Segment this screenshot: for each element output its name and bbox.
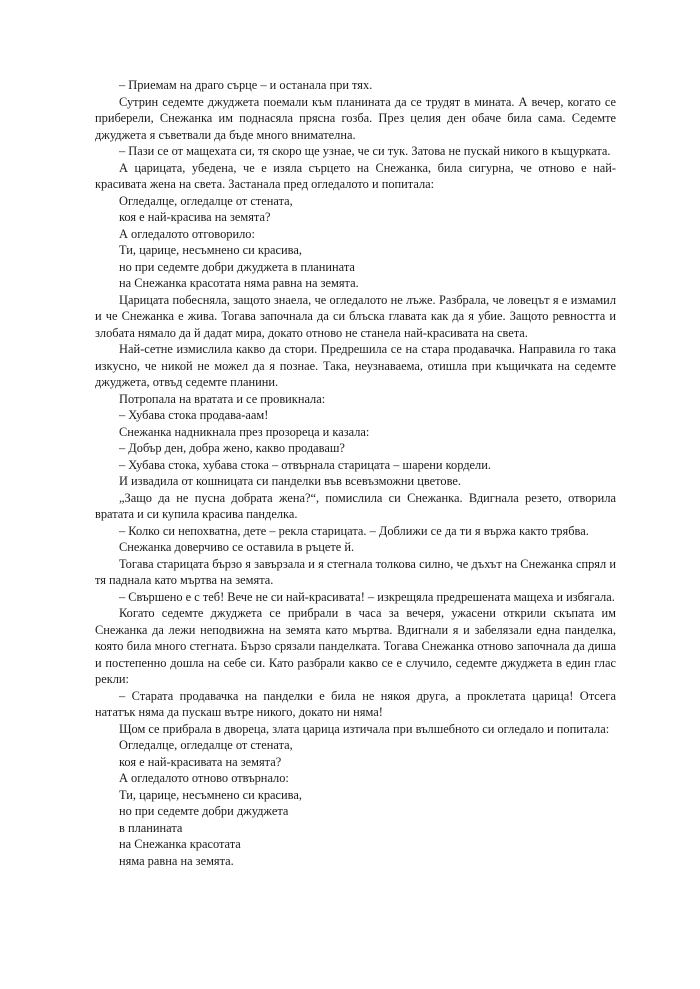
paragraph: Щом се прибрала в двореца, злата царица изтичала при вълшебното си огледало и попитала: <box>119 721 610 736</box>
verse-line: но при седемте добри джуджета в планината <box>119 259 355 274</box>
paragraph: – Пази се от мащехата си, тя скоро ще узнае, че си тук. Затова не пускай никого в къщурката. <box>119 144 611 158</box>
paragraph: Когато седемте джуджета се прибрали в часа за вечеря, ужасени открили скъпата им Снежанка да лежи неподвижна на земята като мъртва. Вдигнали я и забелязали една панделка, която била много стегната. Бързо срязали панделката. Тогава Снежанка отново започнала да диша и постепенно дошла на себе си. Като разбрали какво се е случило, седемте джуджета в един глас рекли: <box>95 606 616 686</box>
paragraph: – Колко си непохватна, дете – рекла старицата. – Доближи се да ти я вържа както трябва. <box>119 523 589 538</box>
verse-line: на Снежанка красотата няма равна на земята. <box>119 276 359 290</box>
paragraph: Царицата побесняла, защото знаела, че огледалото не лъже. Разбрала, че ловецът я е измамил и че Снежанка е жива. Тогава започнала да си блъска главата как да я убие. Защото ревността и злобата нямало да й дадат мира, докато отново не станела най-красивата на света. <box>95 292 616 340</box>
verse-line: Огледалце, огледалце от стената, <box>119 738 293 752</box>
paragraph: Снежанка надникнала през прозореца и казала: <box>119 424 370 439</box>
verse-line: А огледалото отново отвърнало: <box>119 771 289 785</box>
paragraph: – Приемам на драго сърце – и останала при тях. <box>119 78 373 92</box>
verse-line: Огледалце, огледалце от стената, <box>119 193 293 208</box>
paragraph: – Добър ден, добра жено, какво продаваш? <box>119 441 345 455</box>
verse-line: но при седемте добри джуджета <box>119 804 289 818</box>
paragraph: – Старата продавачка на панделки е била не някоя друга, а проклетата царица! Отсега нататък няма да пускаш вътре никого, докато ни няма! <box>95 688 616 719</box>
paragraph: И извадила от кошницата си панделки във всевъзможни цветове. <box>119 474 461 488</box>
verse-line: на Снежанка красотата <box>119 837 241 851</box>
paragraph: – Хубава стока продава-аам! <box>119 408 269 422</box>
paragraph: Тогава старицата бързо я завързала и я стегнала толкова силно, че дъхът на Снежанка спрял и тя паднала като мъртва на земята. <box>95 556 616 587</box>
paragraph: А царицата, убедена, че е изяла сърцето на Снежанка, била сигурна, че отново е най-красивата жена на света. Застанала пред огледалото и попитала: <box>95 160 616 191</box>
verse-line: Ти, царице, несъмнено си красива, <box>119 243 302 257</box>
paragraph: – Свършено е с теб! Вече не си най-красивата! – изкрещяла предрешената мащеха и избягала. <box>119 589 615 604</box>
paragraph: Най-сетне измислила какво да стори. Предрешила се на стара продавачка. Направила го така изкусно, че никой не можел да я познае. Така, неузнаваема, отишла при къщичката на седемте джуджета, отвъд седемте планини. <box>95 342 616 389</box>
verse-line: А огледалото отговорило: <box>119 226 255 241</box>
verse-line: коя е най-красива на земята? <box>119 210 271 224</box>
paragraph: Сутрин седемте джуджета поемали към планината да се трудят в мината. А вечер, когато се приберели, Снежанка им поднасяла прясна гозба. През целия ден обаче била сама. Седемте джуджета я съветвали да бъде много внимателна. <box>95 94 616 142</box>
verse-line: в планината <box>119 820 183 835</box>
paragraph: – Хубава стока, хубава стока – отвърнала старицата – шарени кордели. <box>119 457 491 472</box>
verse-line: няма равна на земята. <box>119 853 234 868</box>
paragraph: „Защо да не пусна добрата жена?“, помислила си Снежанка. Вдигнала резето, отворила вратата и си купила красива панделка. <box>95 490 616 521</box>
paragraph: Потропала на вратата и се провикнала: <box>119 391 326 406</box>
paragraph: Снежанка доверчиво се оставила в ръцете й. <box>119 540 355 554</box>
verse-line: коя е най-красивата на земята? <box>119 754 282 769</box>
verse-line: Ти, царице, несъмнено си красива, <box>119 787 302 802</box>
document-page <box>95 77 616 869</box>
